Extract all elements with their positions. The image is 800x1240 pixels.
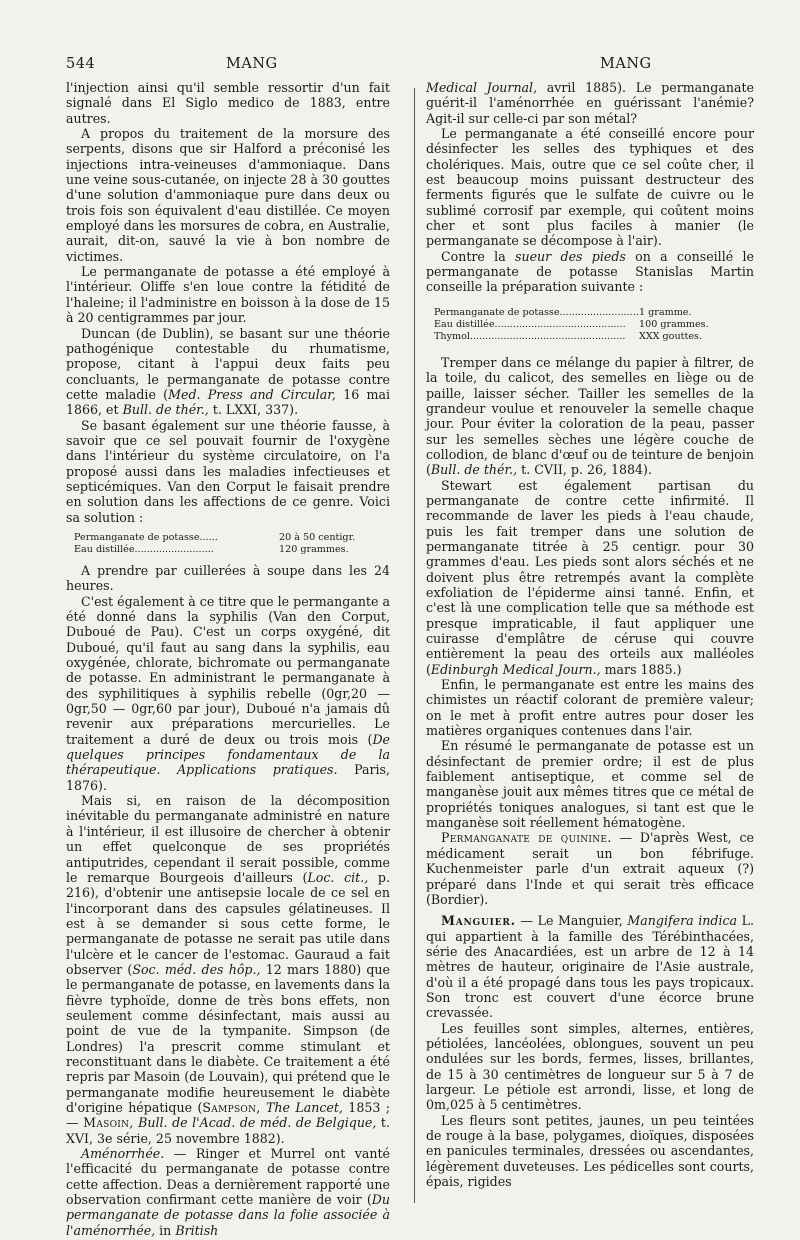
paragraph: Duncan (de Dublin), se basant sur une théorie pathogénique contestable du rhumatisme, propose, citant à l'appui deux faits peu concluants, le permanganate de potasse contre cette maladie (Med. Press and Circular, 16 mai 1866, et Bull. de thér., t. LXXI, 337). xyxy=(66,325,391,418)
paragraph: Tremper dans ce mélange du papier à filtrer, de la toile, du calicot, des semelles en liège ou de paille, laisser sécher. Tailler les semelles de la grandeur voulue et renouveler la semelle chaque jour. Pour éviter la coloration de la peau, passer sur les semelles sèches une légère couche de collodion, de blanc d'œuf ou de teinture de benjoin (Bull. de thér., t. CVII, p. 26, 1884). xyxy=(426,354,754,478)
paragraph: Mais si, en raison de la décomposition inévitable du permanganate administré en nature à l'intérieur, il est illusoire de chercher à obtenir un effet quelconque de ses propriétés antiputrides, cependant il serait possible, comme le remarque Bourgeois d'ailleurs (Loc. cit., p. 216), d'obtenir une antisepsie locale de ce sel en l'incorporant dans des capsules gélatineuses. Il est à se demander si sous cette forme, le permanganate de potasse ne serait pas utile dans l'ulcère et le cancer de l'estomac. Gauraud a fait observer (Soc. méd. des hôp., 12 mars 1880) que le permanganate de potasse, en lavements dans la fièvre typhoïde, donne de très bons effets, non seulement comme désinfectant, mais aussi au point de vue de la tympanite. Simpson (de Londres) l'a prescrit comme stimulant et reconstituant dans le diabète. Ce traitement a été repris par Masoin (de Louvain), qui prétend que le permanganate modifie heureusement le diabète d'origine hépatique (Sampson, The Lancet, 1853 ; — Masoin, Bull. de l'Acad. de méd. de Belgique, t. XVI, 3e série, 25 novembre 1882). xyxy=(66,793,390,1146)
section-heading: Permanganate de quinine. xyxy=(441,830,612,846)
prescription-formula xyxy=(434,307,754,343)
formula-row: Permanganate de potasse.......................... 1 gramme. xyxy=(434,306,692,318)
paragraph: Contre la sueur des pieds on a conseillé le permanganate de potasse Stanislas Martin conseille la préparation suivante : xyxy=(426,248,754,295)
paragraph: Manguier. — Le Manguier, Mangifera indica L. qui appartient à la famille des Térébinthacées, série des Anacardiées, est un arbre de 12 à 14 mètres de hauteur, originaire de l'Asie australe, d'où il a été propagé dans tous les pays tropicaux. Son tronc est couvert d'une écorce brune crevassée. xyxy=(426,913,755,1021)
paragraph: En résumé le permanganate de potasse est un désinfectant de premier ordre; il est de plus faiblement antiseptique, et comme sel de manganèse jouit aux mêmes titres que ce métal de propriétés toniques analogues, si tant est que le manganèse soit réellement hématogène. xyxy=(426,738,754,831)
entry-headword: Manguier. xyxy=(441,913,516,929)
formula-row: Eau distillée........................................... 100 grammes. xyxy=(434,318,709,330)
formula-row: Permanganate de potasse...... 20 à 50 centigr. xyxy=(74,531,356,543)
paragraph: A prendre par cuillerées à soupe dans les 24 heures. xyxy=(66,562,390,594)
prescription-formula xyxy=(74,532,390,556)
running-header xyxy=(0,56,800,78)
paragraph: Medical Journal, avril 1885). Le permanganate guérit-il l'aménorrhée en guérissant l'anémie? Agit-il sur celle-ci par son métal? xyxy=(426,80,754,126)
paragraph: Enfin, le permanganate est entre les mains des chimistes un réactif colorant de première valeur; on le met à profit entre autres pour doser les matières organiques contenues dans l'air. xyxy=(426,677,754,739)
paragraph: Les fleurs sont petites, jaunes, un peu teintées de rouge à la base, polygames, dioïques, disposées en panicules terminales, dressées ou ascendantes, légèrement duveteuses. Les pédicelles sont courts, épais, rigides xyxy=(426,1112,754,1190)
column-divider xyxy=(414,88,415,1203)
paragraph: Permanganate de quinine. — D'après West, ce médicament serait un bon fébrifuge. Kuchenmeister parle d'un extrait aqueux (?) préparé dans l'Inde et qui serait très efficace (Bordier). xyxy=(426,830,754,907)
paragraph: l'injection ainsi qu'il semble ressortir d'un fait signalé dans El Siglo medico de 1883, entre autres. xyxy=(66,80,390,126)
running-head-right: MANG xyxy=(600,56,652,72)
paragraph: Le permanganate a été conseillé encore pour désinfecter les selles des typhiques et des cholériques. Mais, outre que ce sel coûte cher, il est beaucoup moins puissant destructeur des ferments figurés que le sulfate de cuivre ou le sublimé corrosif par exemple, qui coûtent moins cher et sont plus faciles à manier (le permanganate se décompose à l'air). xyxy=(426,126,754,249)
section-heading: Aménorrhée. xyxy=(81,1146,165,1162)
formula-row: Thymol................................................... XXX gouttes. xyxy=(434,330,702,342)
paragraph: Se basant également sur une théorie fausse, à savoir que ce sel pouvait fournir de l'oxygène dans l'intérieur du système circulatoire, on l'a proposé aussi dans les maladies infectieuses et septicémiques. Van den Corput le faisait prendre en solution dans les affections de ce genre. Voici sa solution : xyxy=(66,417,390,525)
paragraph: Aménorrhée. — Ringer et Murrel ont vanté l'efficacité du permanganate de potasse contre cette affection. Deas a dernièrement rapporté une observation confirmant cette manière de voir (Du permanganate de potasse dans la folie associée à l'aménorrhée, in British xyxy=(66,1146,390,1238)
paragraph: Stewart est également partisan du permanganate de contre cette infirmité. Il recommande de laver les pieds à l'eau chaude, puis les fait tremper dans une solution de permanganate titrée à 25 centigr. pour 30 grammes d'eau. Les pieds sont alors séchés et ne doivent plus être retrempés avant la complète exfoliation de l'épiderme ainsi tanné. Enfin, et c'est là une complication telle que sa méthode est presque impraticable, il faut appliquer une cuirasse d'emplâtre de céruse qui couvre entièrement la peau des orteils aux malléoles (Edinburgh Medical Journ., mars 1885.) xyxy=(426,477,754,677)
left-column xyxy=(66,80,390,1238)
paragraph: A propos du traitement de la morsure des serpents, disons que sir Halford a préconisé les injections intra-veineuses d'ammoniaque. Dans une veine sous-cutanée, on injecte 28 à 30 gouttes d'une solution d'ammoniaque pure dans deux ou trois fois son équivalent d'eau distillée. Ce moyen employé dans les morsures de cobra, en Australie, aurait, dit-on, sauvé la vie à bon nombre de victimes. xyxy=(66,126,390,264)
paragraph: Le permanganate de potasse a été employé à l'intérieur. Oliffe s'en loue contre la fétidité de l'haleine; il l'administre en boisson à la dose de 15 à 20 centigrammes par jour. xyxy=(66,264,390,326)
running-head-left: MANG xyxy=(226,56,278,72)
paragraph: C'est également à ce titre que le permangante a été donné dans la syphilis (Van den Corput, Duboué de Pau). C'est un corps oxygéné, dit Duboué, qu'il faut au sang dans la syphilis, eau oxygénée, chlorate, bichromate ou permanganate de potasse. En administrant le permanganate à des syphilitiques à syphilis rebelle (0gr,20 — 0gr,50 — 0gr,60 par jour), Duboué n'a jamais dû revenir aux préparations mercurielles. Le traitement a duré de deux ou trois mois (De quelques principes fondamentaux de la thérapeutique. Applications pratiques. Paris, 1876). xyxy=(66,593,391,793)
formula-row: Eau distillée.......................... 120 grammes. xyxy=(74,543,349,555)
paragraph: Les feuilles sont simples, alternes, entières, pétiolées, lancéolées, oblongues, souvent un peu ondulées sur les bords, fermes, lisses, brillantes, de 15 à 30 centimètres de longueur sur 5 à 7 de largeur. Le pétiole est arrondi, lisse, et long de 0m,025 à 5 centimètres. xyxy=(426,1020,754,1113)
page-number: 544 xyxy=(66,56,96,72)
right-column xyxy=(426,80,754,1189)
